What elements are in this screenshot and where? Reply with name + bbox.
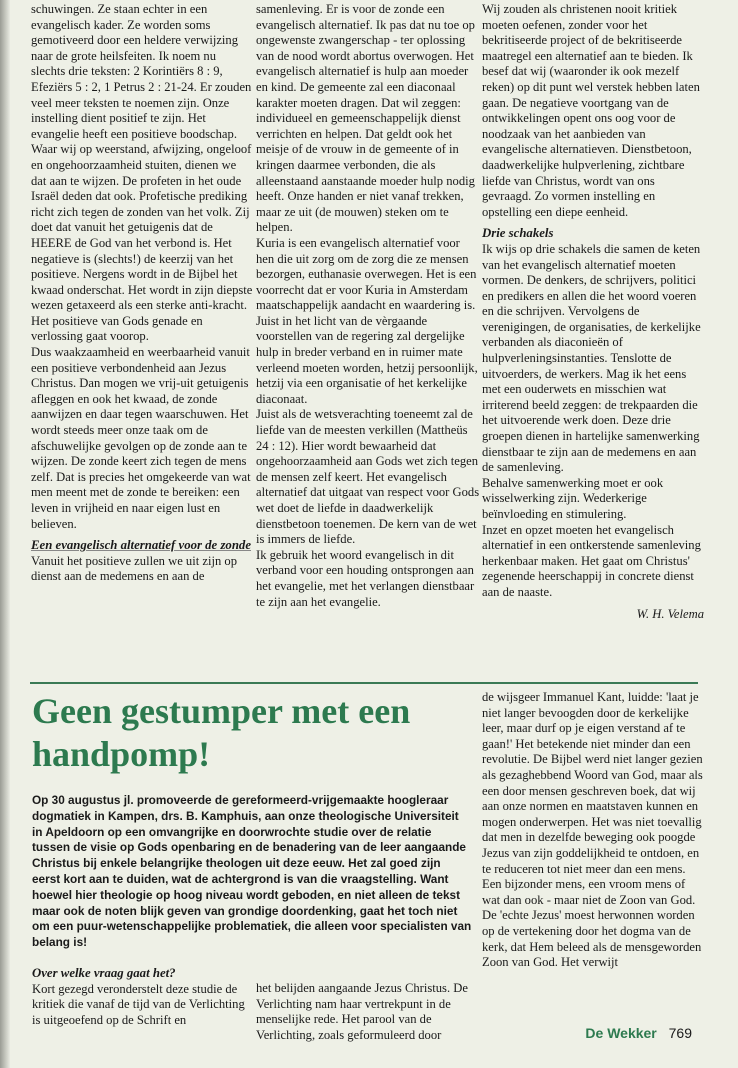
- paragraph: Juist als de wetsverachting toeneemt zal de liefde van de meesten verkillen (Mattheüs 24 : 12). Hier wordt bewaarheid dat ongehoorzaamheid aan Gods wet zich tegen de mensen zelf keert. Het evangelisch alternatief dat uitgaat van respect voor Gods wet doet de liefde in daadwerkelijk dienstbetoon toenemen. De kern van de wet is immers de liefde.: [256, 407, 480, 547]
- article-divider: [30, 682, 698, 684]
- page-edge-shadow: [0, 0, 10, 1068]
- paragraph: Ik gebruik het woord evangelisch in dit verband voor een houding ontsprongen aan het evangelie, met het verlangen dienstbaar te zijn aan het evangelie.: [256, 547, 475, 609]
- paragraph: Kort gezegd veronderstelt deze studie de kritiek die vanaf de tijd van de Verlichting is uitgeoefend op de Schrift en: [32, 981, 245, 1027]
- paragraph: Inzet en opzet moeten het evangelisch alternatief in een ontkerstende samenleving herkenbaar maken. Het gaat om Christus' zegenende heerschappij in concrete dienst aan de naaste.: [482, 522, 701, 599]
- paragraph: de wijsgeer Immanuel Kant, luidde: 'laat je niet langer bevoogden door de kerkelijke leer, maar durf op je eigen verstand af te gaan!' Het betekende niet minder dan een revolutie. De Bijbel werd niet langer gezien als gezaghebbend Woord van God, maar als een door mensen geschreven boek, dat wij aan onze normen en maatstaven kunnen en mogen onderwerpen. Het was niet toevallig dat men in dezelfde beweging ook poogde Jezus van zijn goddelijkheid te ontdoen, en te reduceren tot niet meer dan een mens. Een bijzonder mens, een vroom mens of wat dan ook - maar niet de Zoon van God. De 'echte Jezus' moest herwonnen worden op de vertekening door het dogma van de kerk, dat Hem beleed als de mensgeworden Zoon van God. Het verwijt: [482, 690, 703, 970]
- section-heading: Drie schakels: [482, 226, 554, 241]
- paragraph: schuwingen. Ze staan echter in een evangelisch kader. Ze worden soms gemotiveerd door een heldere verwijzing naar de grote heilsfeiten. Ik noem nu slechts drie teksten: 2 Korintiërs 8 : 9, Efeziërs 5 : 2, 1 Petrus 2 : 21-24. Er zouden veel meer teksten te noemen zijn. Onze instelling dient positief te zijn. Het evangelie heeft een positieve boodschap.: [31, 2, 252, 141]
- page-number: 769: [668, 1025, 692, 1041]
- article2-intro: Op 30 augustus jl. promoveerde de gereformeerd-vrijgemaakte hoogleraar dogmatiek in Kampen, drs. B. Kamphuis, aan onze theologische Universiteit in Apeldoorn op een omvangrijke en doorwrochte studie over de relatie tussen de visie op Gods openbaring en de benadering van de leer aangaande Christus bij enkele belangrijke theologen uit deze eeuw. Het zal goed zijn eerst kort aan te duiden, wat de achtergrond is van die vraagstelling. Want hoewel hier theologie op hoog niveau wordt geboden, en niet alleen de tekst maar ook de noten blijk geven van grondige doordenking, gaat het toch niet om een puur-wetenschappelijke problematiek, die alleen voor specialisten van belang is!: [32, 793, 472, 950]
- paragraph: Waar wij op weerstand, afwijzing, ongeloof en ongehoorzaamheid stuiten, dienen we dat aan te wijzen. De profeten in het oude Israël deden dat ook. Profetische prediking richt zich tegen de zonden van het volk. Zij doet dat vanuit het getuigenis dat de HEERE de God van het verbond is. Het negatieve is (slechts!) de keerzij van het positieve. Nergens wordt in de Bijbel het kwaad onderschat. Het wordt in zijn diepste wezen getaxeerd als een sterke anti-kracht. Het positieve van Gods genade en verlossing gaat voorop.: [31, 142, 253, 344]
- article2-column-3: [482, 690, 704, 971]
- paragraph: het belijden aangaande Jezus Christus. De Verlichting nam haar vertrekpunt in de menselijke rede. Het parool van de Verlichting, zoals geformuleerd door: [256, 981, 468, 1042]
- magazine-name: De Wekker: [585, 1025, 657, 1041]
- article1-column-1: [31, 2, 253, 585]
- paragraph: Ik wijs op drie schakels die samen de keten van het evangelisch alternatief moeten vormen. De denkers, de schrijvers, politici en predikers en allen die het woord voeren en die schrijven. Vervolgens de verenigingen, de organisaties, de kerkelijke verbanden als diaconieën of hulpverleningsinstanties. Tenslotte de uitvoerders, de werkers. Mag ik het eens met een ouderwets en misschien wat irriterend beeld zeggen: de trekpaarden die het uitvoerende werk doen. Deze drie groepen dienen in hartelijke samenwerking dienstbaar te zijn aan de medemens en aan de samenleving.: [482, 241, 701, 475]
- page-footer: [585, 1025, 692, 1041]
- article2-column-2: [256, 981, 478, 1043]
- paragraph: Kuria is een evangelisch alternatief voor hen die uit zorg om de zorg die ze mensen bezorgen, euthanasie overwegen. Het is een voorrecht dat er voor Kuria in Amsterdam maatschappelijk aandacht en waardering is. Juist in het licht van de vèrgaande voorstellen van de regering zal dergelijke hulp in breder verband en in ruimer mate verleend moeten worden, hetzij persoonlijk, hetzij via een organisatie of het kerkelijke diaconaat.: [256, 235, 478, 406]
- paragraph: Dus waakzaamheid en weerbaarheid vanuit een positieve verbondenheid aan Jezus Christus. Dan mogen we vrij-uit getuigenis afleggen en ook het kwaad, de zonde aanwijzen en daar tegen waarschuwen. Het wordt steeds meer onze taak om de afschuwelijke gevolgen op de zonde aan te wijzen. De zonde keert zich tegen de mens zelf. Dat is precies het omgekeerde van wat men meent met de zonde te bereiken: een leven in vrijheid en naar eigen lust en believen.: [31, 345, 251, 531]
- article2-headline: Geen gestumper met een handpomp!: [32, 691, 411, 774]
- paragraph: Wij zouden als christenen nooit kritiek moeten oefenen, zonder voor het bekritiseerde project of de bekritiseerde maatregel een alternatief aan te bieden. Ik besef dat wij (waaronder ik ook mezelf reken) op dit punt wel verstek hebben laten gaan. De negatieve voortgang van de ontwikkelingen opent ons oog voor de noodzaak van het aanbieden van evangelische alternatieven. Dienstbetoon, daadwerkelijke hulpverlening, zichtbare liefde van Christus, wordt van ons gevraagd. Zo vormen instelling en opstelling een diepe eenheid.: [482, 2, 700, 219]
- section-heading: Een evangelisch alternatief voor de zonde: [31, 538, 252, 553]
- paragraph: samenleving. Er is voor de zonde een evangelisch alternatief. Ik pas dat nu toe op ongewenste zwangerschap - ter oplossing van de nood wordt abortus overwogen. Het evangelisch alternatief is hulp aan moeder en kind. De gemeente zal een diaconaal karakter moeten dragen. Dat wil zeggen: individueel en gemeenschappelijk dienst verrichten en helpen. Dat geldt ook het meisje of de vrouw in de gemeente of in kringen daarmee verbonden, die als alleenstaand aanstaande moeder hulp nodig heeft. Onze handen er niet vanaf trekken, maar ze uit (de mouwen) steken om te helpen.: [256, 2, 475, 235]
- paragraph: Vanuit het positieve zullen we uit zijn op dienst aan de medemens en aan de: [31, 553, 238, 584]
- paragraph: Behalve samenwerking moet er ook wisselwerking zijn. Wederkerige beïnvloeding en stimulering.: [482, 475, 664, 521]
- article2-column-1: [32, 966, 250, 1028]
- section-heading: Over welke vraag gaat het?: [32, 966, 176, 980]
- article1-column-3: [482, 2, 704, 622]
- article1-column-2: [256, 2, 481, 610]
- author-signature: W. H. Velema: [636, 606, 704, 621]
